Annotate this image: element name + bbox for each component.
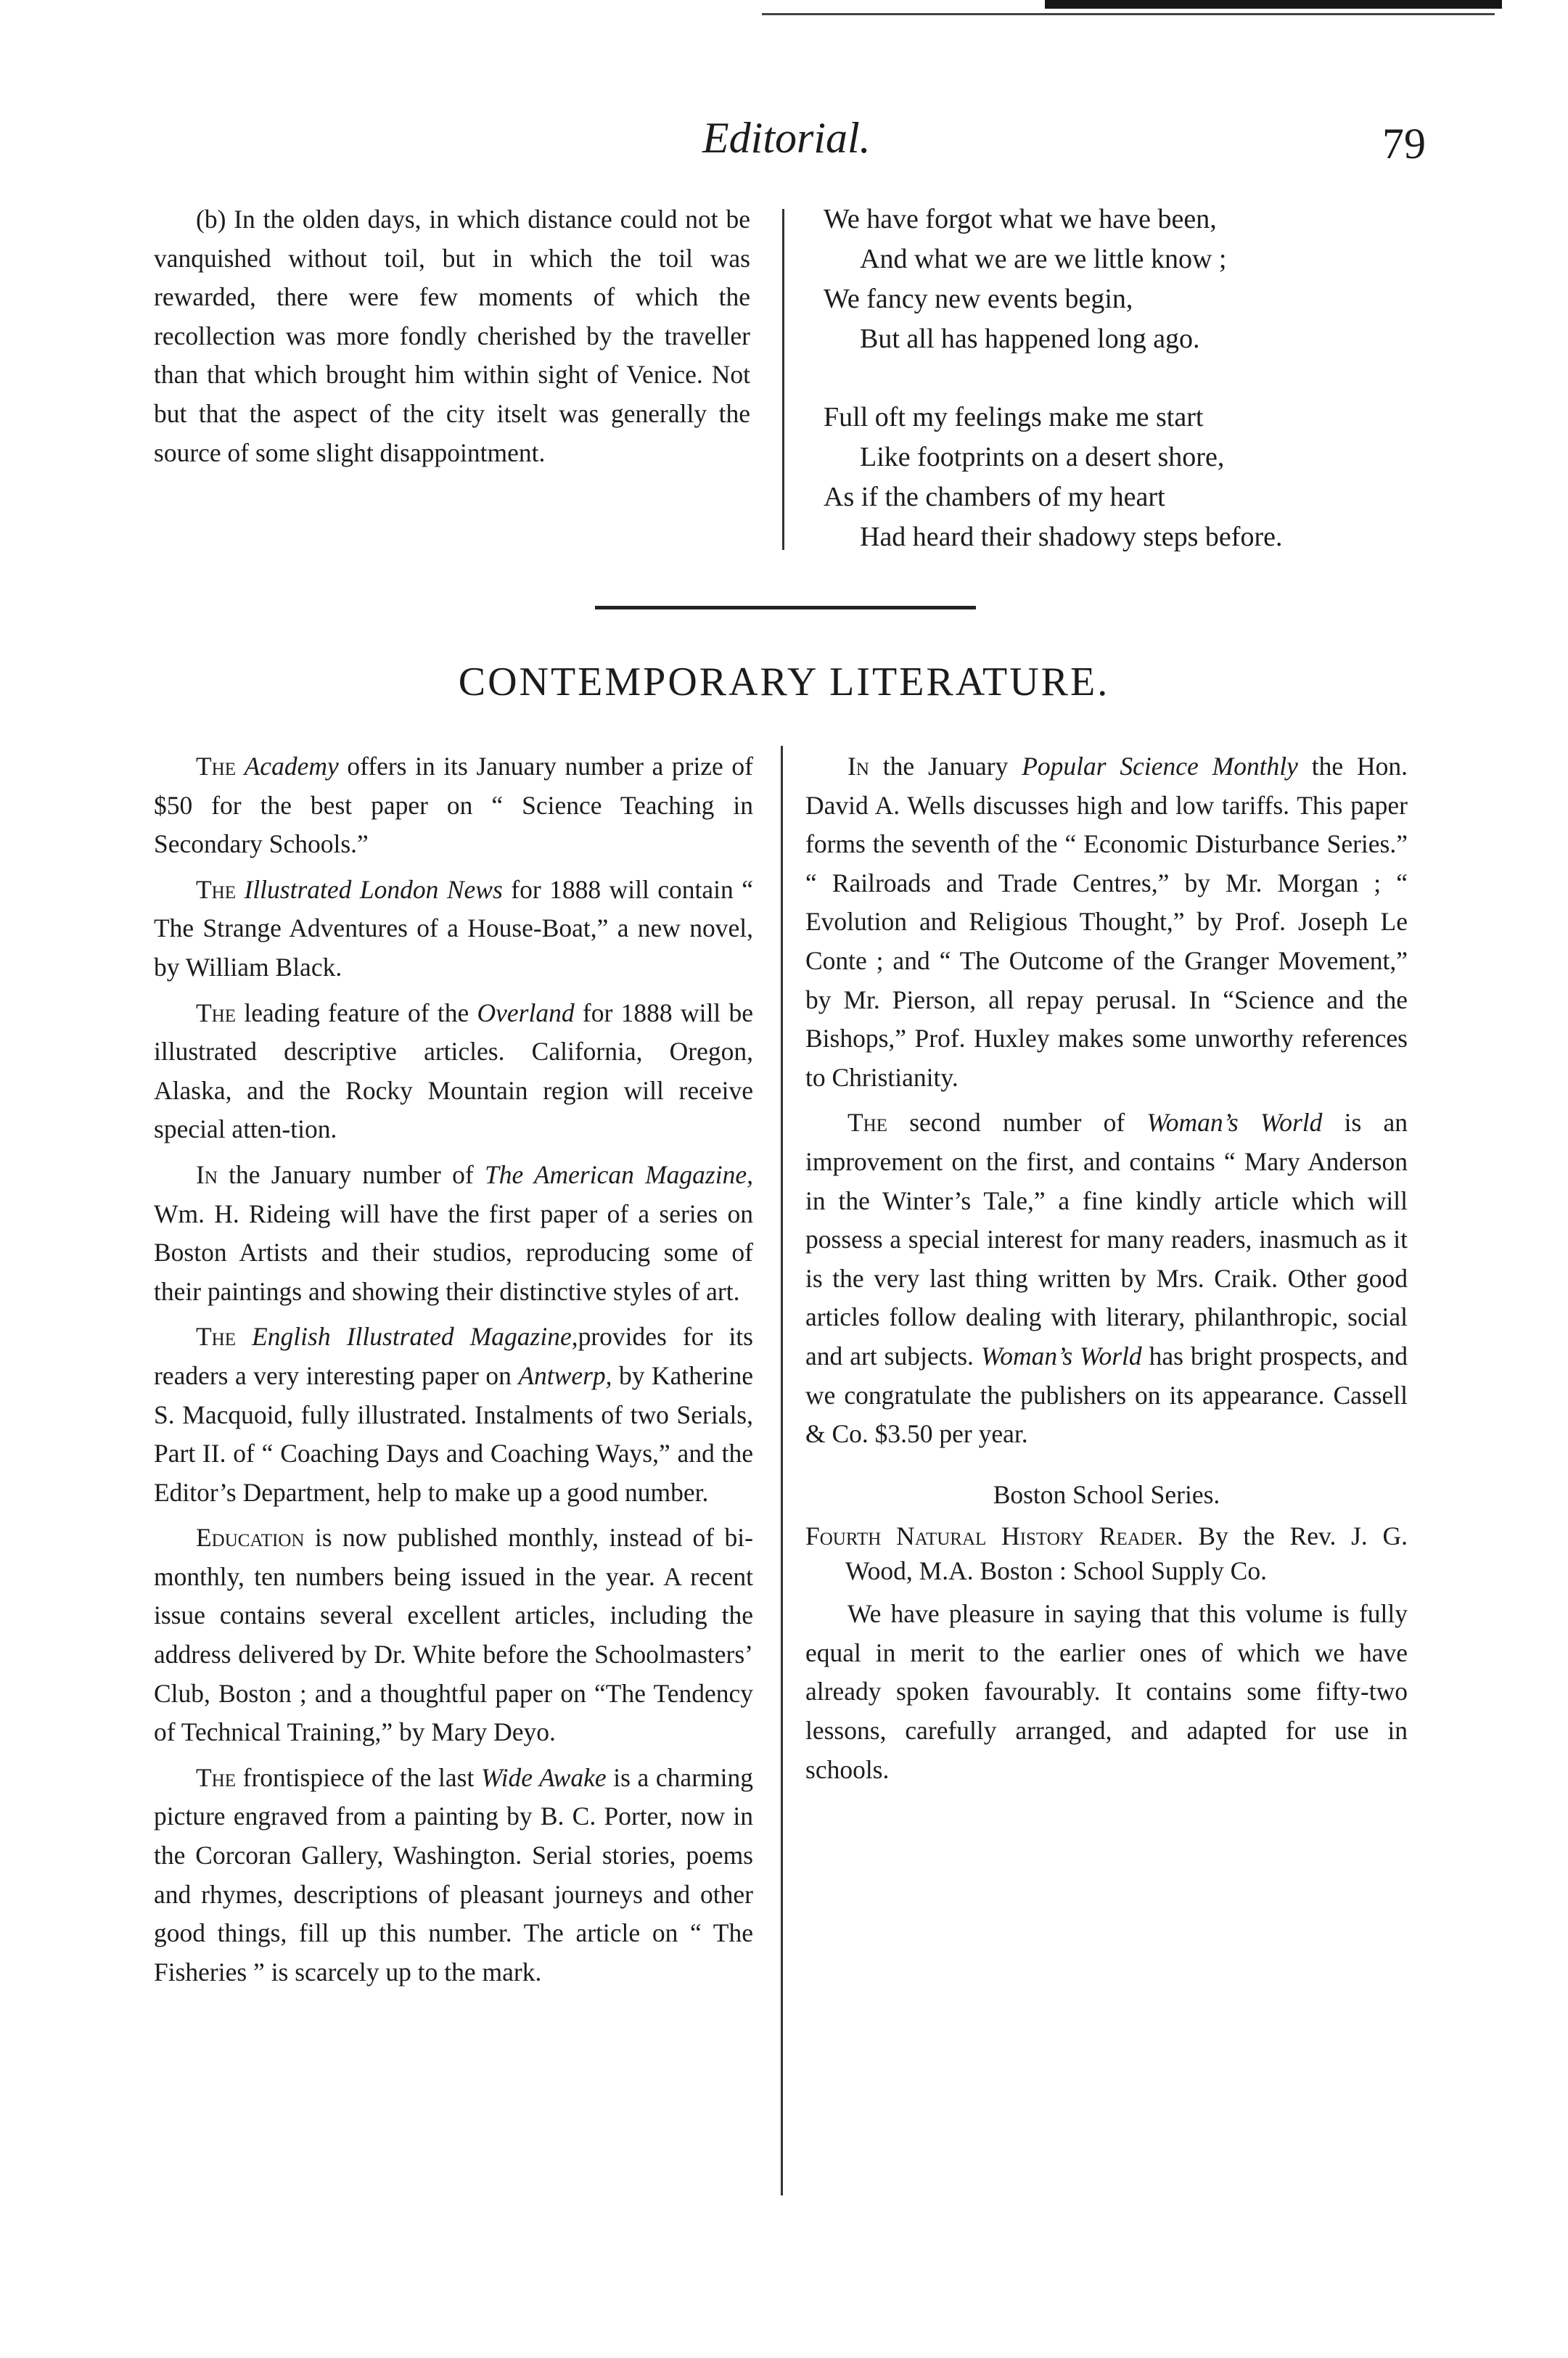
series-heading: Boston School Series. xyxy=(993,1479,1220,1509)
periodical-title: The American Magazine, xyxy=(484,1159,753,1189)
note-womans-world xyxy=(805,1104,1408,1453)
note-text: by Katherine S. Macquoid, fully illustrated. Instalments of two Serials, Part II. of “ Coaching Days and Coaching Ways,” and the Editor’s Department, help to make up a good number. xyxy=(154,1360,753,1507)
note-english-illustrated xyxy=(154,1318,753,1512)
periodical-title: Woman’s World xyxy=(1146,1108,1323,1138)
poem-line: And what we are we little know ; xyxy=(860,244,1227,274)
note-text: leading feature of the xyxy=(236,998,477,1027)
scan-edge-bar xyxy=(1045,0,1502,9)
note-text: ,provides for its readers a very interesting paper on xyxy=(154,1322,753,1390)
poem-line: We fancy new events begin, xyxy=(824,284,1133,314)
periodical-title: Overland xyxy=(477,998,575,1027)
note-lead: In xyxy=(196,1159,218,1189)
note-text: the Hon. David A. Wells discusses high and low tariffs. This paper forms the seventh of the “ Economic Disturbance Series.” “ Railroads and Trade Centres,” by Mr. Morgan ; “ Evolution and Religious Thought,” by Prof. Joseph Le Conte ; and “ The Outcome of the Granger Movement,” by Mr. Pierson, all repay perusal. In “Science and the Bishops,” Prof. Huxley makes some unworthy references to Christianity. xyxy=(805,752,1408,1092)
poem-line: But all has happened long ago. xyxy=(860,324,1200,354)
note-popular-science xyxy=(805,747,1408,1097)
note-american-magazine xyxy=(154,1156,753,1311)
periodical-title: English Illustrated Magazine xyxy=(252,1322,572,1352)
note-lead: The xyxy=(196,1322,237,1352)
note-london-news xyxy=(154,871,753,987)
note-lead: The xyxy=(847,1108,888,1138)
note-lead: The xyxy=(196,752,237,781)
book-author: By the Rev. J. G. Wood, M.A. Boston : School Supply Co. xyxy=(845,1521,1408,1586)
column-divider xyxy=(781,746,783,2195)
prose-passage xyxy=(154,200,750,472)
notes-left-column xyxy=(154,747,753,1992)
note-lead: In xyxy=(847,752,869,781)
note-wide-awake xyxy=(154,1759,753,1992)
note-text: is a charming picture engraved from a painting by B. C. Porter, now in the Corcoran Gallery, Washington. Serial stories, poems and rhymes, descriptions of pleasant journeys and other good things, fill up this number. The article on “ The Fisheries ” is scarcely up to the mark. xyxy=(154,1762,753,1987)
note-text: Wm. H. Rideing will have the first paper of a series on Boston Artists and their studios, reproducing some of their paintings and showing their distinctive styles of art. xyxy=(154,1199,753,1306)
note-lead: The xyxy=(196,998,237,1027)
periodical-title: Popular Science Monthly xyxy=(1022,752,1298,781)
book-review: We have pleasure in saying that this volume is fully equal in merit to the earlier ones of which we have already spoken favourably. It contains some fifty-two lessons, carefully arranged, and adapted for use in schools. xyxy=(805,1599,1408,1784)
scan-edge-rule xyxy=(762,13,1495,15)
poem-line: Had heard their shadowy steps before. xyxy=(860,522,1283,552)
book-entry xyxy=(805,1519,1408,1588)
section-rule xyxy=(595,606,976,609)
poem-stanza xyxy=(824,398,1448,557)
note-text: is now published monthly, instead of bi-monthly, ten numbers being issued in the year. A recent issue contains several excellent articles, including the address delivered by Dr. White before the Schoolmasters’ Club, Boston ; and a thoughtful paper on “The Tendency of Technical Training,” by Mary Deyo. xyxy=(154,1523,753,1747)
page-number: 79 xyxy=(1382,120,1426,168)
running-head: Editorial. xyxy=(702,114,871,162)
note-text: has bright prospects, and we congratulate the publishers on its appearance. Cassell & Co. $3.50 per year. xyxy=(805,1341,1408,1449)
note-text: is an improvement on the first, and contains “ Mary Anderson in the Winter’s Tale,” a fine kindly article which will possess a special interest for many readers, inasmuch as it is the very last thing written by Mrs. Craik. Other good articles follow dealing with literary, philanthropic, social and art subjects. xyxy=(805,1108,1408,1371)
poem-line: We have forgot what we have been, xyxy=(824,204,1217,234)
page-header xyxy=(0,109,1568,167)
note-text: for 1888 will be illustrated descriptive articles. California, Oregon, Alaska, and the Rocky Mountain region will receive special atten-tion. xyxy=(154,998,753,1144)
periodical-title: Wide Awake xyxy=(480,1762,607,1792)
note-lead: Education xyxy=(196,1523,305,1553)
periodical-title: Woman’s World xyxy=(980,1341,1142,1371)
column-divider-top xyxy=(782,209,784,550)
note-lead: The xyxy=(196,1762,237,1792)
prose-paragraph: (b) In the olden days, in which distance could not be vanquished without toil, but in which the toil was rewarded, there were few moments of which the recollection was more fondly cherished by the traveller than that which brought him within sight of Venice. Not but that the aspect of the city itselt was generally the source of some slight disappointment. xyxy=(154,205,750,467)
note-text: for 1888 will contain “ The Strange Adventures of a House-Boat,” a new novel, by William Black. xyxy=(154,874,754,982)
poem-line: Like footprints on a desert shore, xyxy=(860,442,1225,472)
poem-line: Full oft my feelings make me start xyxy=(824,402,1204,432)
note-education xyxy=(154,1519,753,1752)
note-lead: The xyxy=(196,874,237,904)
section-title: CONTEMPORARY LITERATURE. xyxy=(458,660,1110,704)
poem-line: As if the chambers of my heart xyxy=(824,482,1165,512)
poem-stanza xyxy=(824,200,1448,359)
periodical-title: Academy xyxy=(244,752,339,781)
note-text: offers in its January number a prize of $50 for the best paper on “ Science Teaching in Secondary Schools.” xyxy=(154,752,753,859)
periodical-title: Illustrated London News xyxy=(244,874,503,904)
note-overland xyxy=(154,994,753,1149)
note-text: second number of xyxy=(887,1108,1147,1138)
book-title: Fourth Natural History Reader. xyxy=(805,1521,1183,1551)
poem xyxy=(824,200,1448,557)
note-text: the January xyxy=(869,752,1022,781)
article-title: Antwerp, xyxy=(518,1360,612,1390)
notes-right-column xyxy=(805,747,1408,1789)
note-academy xyxy=(154,747,753,864)
note-text: the January number of xyxy=(217,1159,485,1189)
note-text: frontispiece of the last xyxy=(236,1762,481,1792)
